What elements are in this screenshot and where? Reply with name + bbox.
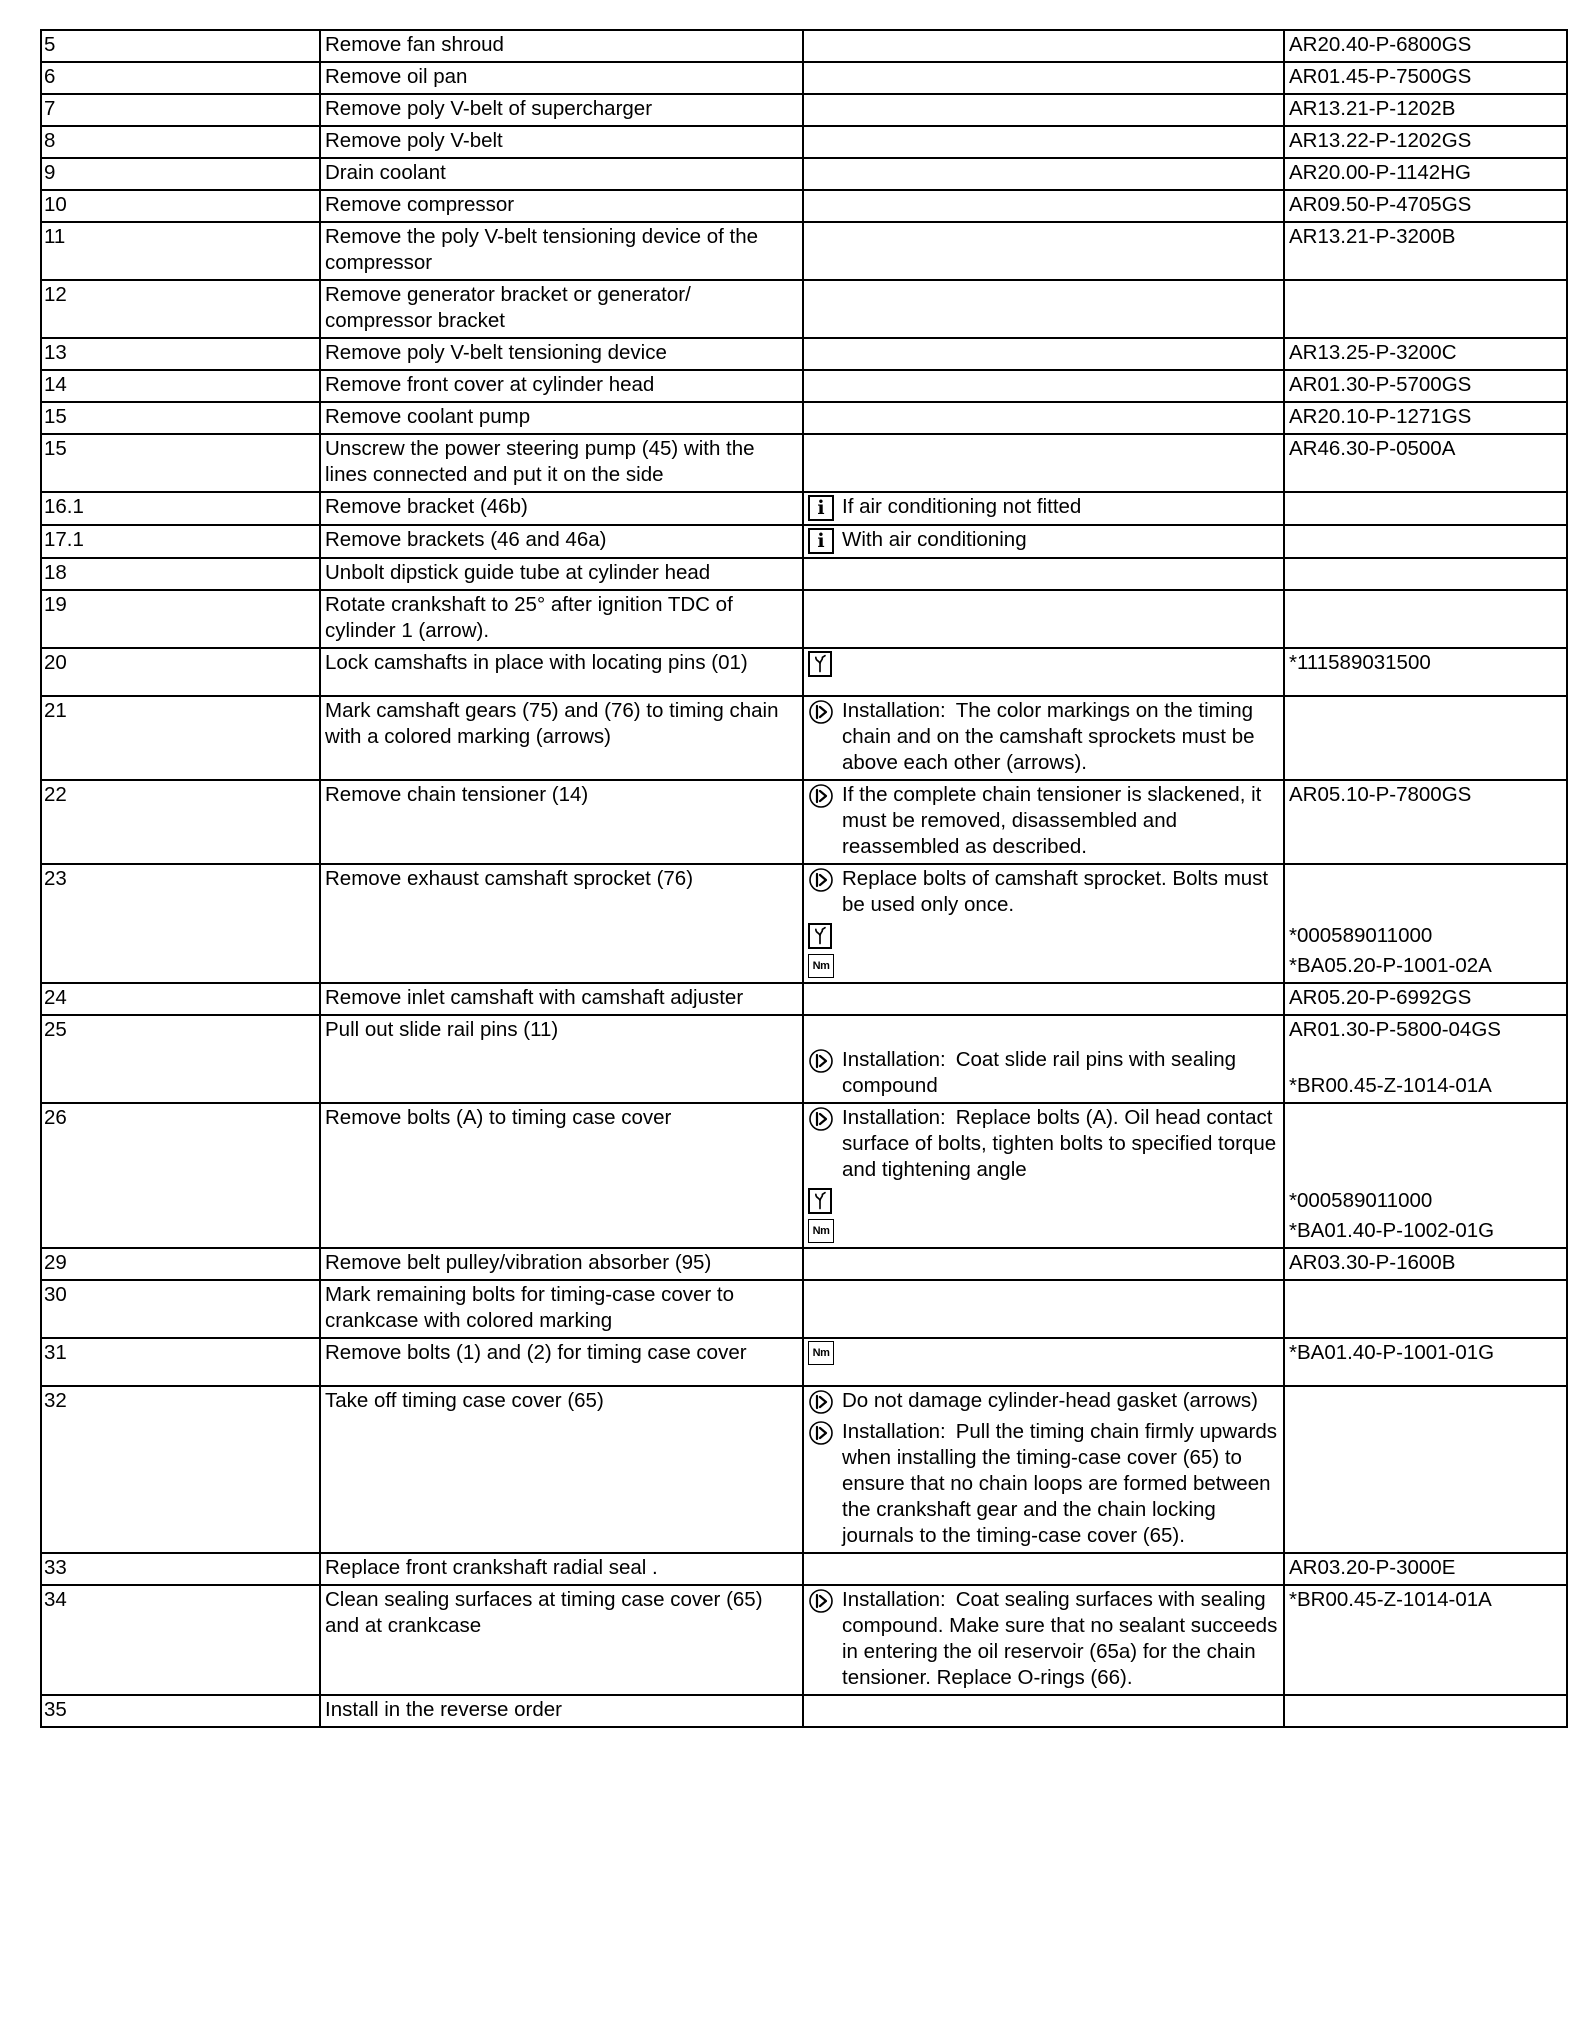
- notes-cell: [803, 558, 1284, 590]
- notes-cell: [803, 983, 1284, 1015]
- reference-cell: [1284, 126, 1567, 158]
- step-number-cell: [41, 1103, 320, 1248]
- reference-cell: [1284, 1695, 1567, 1727]
- step-number-cell: [41, 492, 320, 525]
- torque-icon: Nm: [808, 954, 834, 978]
- action-cell: [320, 280, 803, 338]
- table-row: [41, 1338, 1567, 1386]
- action-text: Clean sealing surfaces at timing case cover (65) and at crankcase: [325, 1588, 763, 1637]
- step-number-cell: [41, 402, 320, 434]
- reference-cell: [1284, 1015, 1567, 1103]
- note-text: [842, 1419, 1278, 1549]
- action-cell: [320, 1386, 803, 1553]
- action-text: Unbolt dipstick guide tube at cylinder head: [325, 561, 711, 584]
- reference-link[interactable]: AR05.10-P-7800GS: [1289, 783, 1472, 806]
- note-text: [842, 1105, 1278, 1183]
- note-text: [842, 1388, 1258, 1414]
- step-number-cell: [41, 190, 320, 222]
- note-text: [842, 782, 1278, 860]
- reference-cell: [1284, 434, 1567, 492]
- table-row: [41, 62, 1567, 94]
- action-cell: [320, 492, 803, 525]
- notes-cell: [803, 648, 1284, 696]
- step-number-cell: [41, 1015, 320, 1103]
- action-cell: [320, 525, 803, 558]
- table-row: [41, 1585, 1567, 1695]
- reference-cell: [1284, 402, 1567, 434]
- step-number: 31: [44, 1341, 67, 1364]
- note-line: [808, 1047, 1278, 1099]
- note-body: If air conditioning not fitted: [842, 495, 1082, 518]
- step-number: 16.1: [44, 495, 84, 518]
- action-text: Drain coolant: [325, 161, 446, 184]
- reference-link[interactable]: AR13.22-P-1202GS: [1289, 129, 1472, 152]
- note-line: [808, 1340, 1278, 1366]
- step-number-cell: [41, 1248, 320, 1280]
- action-text: Unscrew the power steering pump (45) with the lines connected and put it on the side: [325, 437, 755, 486]
- reference-cell: [1284, 222, 1567, 280]
- step-number: 8: [44, 129, 56, 152]
- reference-link[interactable]: AR01.30-P-5700GS: [1289, 373, 1472, 396]
- action-cell: [320, 590, 803, 648]
- action-cell: [320, 222, 803, 280]
- action-text: Remove generator bracket or generator/ compressor bracket: [325, 283, 691, 332]
- notes-cell: [803, 864, 1284, 983]
- action-cell: [320, 370, 803, 402]
- action-cell: [320, 62, 803, 94]
- notes-cell: [803, 1103, 1284, 1248]
- reference-link: [1289, 866, 1561, 918]
- note-icon: [808, 1420, 834, 1446]
- notes-cell: [803, 126, 1284, 158]
- step-number: 33: [44, 1556, 67, 1579]
- reference-link[interactable]: *111589031500: [1289, 651, 1431, 674]
- table-row: [41, 696, 1567, 780]
- notes-cell: [803, 402, 1284, 434]
- note-text: [842, 527, 1027, 553]
- action-cell: [320, 864, 803, 983]
- action-cell: [320, 94, 803, 126]
- note-label: Installation:: [842, 1048, 946, 1071]
- note-line: [808, 922, 1278, 949]
- notes-cell: [803, 590, 1284, 648]
- notes-cell: [803, 158, 1284, 190]
- reference-cell: [1284, 30, 1567, 62]
- step-number-cell: [41, 696, 320, 780]
- step-number: 32: [44, 1389, 67, 1412]
- reference-cell: [1284, 1280, 1567, 1338]
- table-row: [41, 1280, 1567, 1338]
- step-number: 26: [44, 1106, 67, 1129]
- notes-cell: [803, 222, 1284, 280]
- reference-link[interactable]: AR03.20-P-3000E: [1289, 1556, 1456, 1579]
- reference-cell: [1284, 1248, 1567, 1280]
- step-number-cell: [41, 370, 320, 402]
- table-row: [41, 558, 1567, 590]
- note-icon: [808, 783, 834, 809]
- action-text: Mark remaining bolts for timing-case cover to crankcase with colored marking: [325, 1283, 735, 1332]
- reference-link[interactable]: AR13.25-P-3200C: [1289, 341, 1457, 364]
- step-number-cell: [41, 590, 320, 648]
- reference-cell: [1284, 1553, 1567, 1585]
- action-cell: [320, 1103, 803, 1248]
- reference-link[interactable]: AR01.30-P-5800-04GS: [1289, 1018, 1501, 1041]
- note-line: [808, 782, 1278, 860]
- procedure-table-body: [41, 30, 1567, 1727]
- table-row: [41, 126, 1567, 158]
- note-line: [808, 1105, 1278, 1183]
- reference-cell: [1284, 370, 1567, 402]
- note-icon: [808, 699, 834, 725]
- action-text: Replace front crankshaft radial seal .: [325, 1556, 658, 1579]
- action-cell: [320, 30, 803, 62]
- action-text: Rotate crankshaft to 25° after ignition TDC of cylinder 1 (arrow).: [325, 593, 733, 642]
- action-cell: [320, 126, 803, 158]
- action-text: Remove poly V-belt tensioning device: [325, 341, 667, 364]
- reference-link[interactable]: *000589011000: [1289, 1189, 1433, 1212]
- action-text: Remove fan shroud: [325, 33, 504, 56]
- step-number-cell: [41, 126, 320, 158]
- table-row: [41, 94, 1567, 126]
- action-text: Remove brackets (46 and 46a): [325, 528, 607, 551]
- note-line: [808, 1419, 1278, 1549]
- table-row: [41, 648, 1567, 696]
- reference-cell: [1284, 158, 1567, 190]
- reference-link[interactable]: *BA01.40-P-1001-01G: [1289, 1341, 1495, 1364]
- action-cell: [320, 434, 803, 492]
- reference-link[interactable]: AR20.00-P-1142HG: [1289, 161, 1471, 184]
- step-number-cell: [41, 1386, 320, 1553]
- step-number-cell: [41, 1585, 320, 1695]
- table-row: [41, 434, 1567, 492]
- note-line: [808, 866, 1278, 918]
- reference-link[interactable]: AR01.45-P-7500GS: [1289, 65, 1472, 88]
- step-number: 23: [44, 867, 67, 890]
- action-cell: [320, 1585, 803, 1695]
- notes-cell: [803, 338, 1284, 370]
- reference-cell: [1284, 864, 1567, 983]
- action-cell: [320, 1280, 803, 1338]
- action-text: Take off timing case cover (65): [325, 1389, 604, 1412]
- action-cell: [320, 780, 803, 864]
- step-number-cell: [41, 558, 320, 590]
- info-icon: i: [808, 528, 834, 554]
- reference-cell: [1284, 1103, 1567, 1248]
- step-number-cell: [41, 338, 320, 370]
- reference-cell: [1284, 62, 1567, 94]
- action-cell: [320, 558, 803, 590]
- action-text: Remove the poly V-belt tensioning device of the compressor: [325, 225, 759, 274]
- action-cell: [320, 1015, 803, 1103]
- table-row: [41, 280, 1567, 338]
- action-cell: [320, 402, 803, 434]
- action-text: Install in the reverse order: [325, 1698, 563, 1721]
- note-line: [808, 650, 1278, 677]
- notes-cell: [803, 190, 1284, 222]
- table-row: [41, 370, 1567, 402]
- step-number-cell: [41, 158, 320, 190]
- notes-cell: [803, 1015, 1284, 1103]
- reference-cell: [1284, 338, 1567, 370]
- table-row: [41, 1015, 1567, 1103]
- reference-link[interactable]: AR20.40-P-6800GS: [1289, 33, 1472, 56]
- note-line: [808, 1187, 1278, 1214]
- step-number: 30: [44, 1283, 67, 1306]
- step-number-cell: [41, 780, 320, 864]
- notes-cell: [803, 525, 1284, 558]
- notes-cell: [803, 62, 1284, 94]
- note-line: [808, 698, 1278, 776]
- note-body: With air conditioning: [842, 528, 1027, 551]
- action-cell: [320, 648, 803, 696]
- notes-cell: [803, 1695, 1284, 1727]
- reference-link[interactable]: AR03.30-P-1600B: [1289, 1251, 1456, 1274]
- reference-link[interactable]: *BR00.45-Z-1014-01A: [1289, 1074, 1492, 1097]
- special-tool-icon: [808, 651, 832, 677]
- action-text: Remove poly V-belt of supercharger: [325, 97, 653, 120]
- note-text: [842, 1587, 1278, 1691]
- action-cell: [320, 1248, 803, 1280]
- step-number: 19: [44, 593, 67, 616]
- reference-cell: [1284, 1585, 1567, 1695]
- table-row: [41, 222, 1567, 280]
- step-number: 34: [44, 1588, 67, 1611]
- step-number-cell: [41, 1280, 320, 1338]
- step-number-cell: [41, 864, 320, 983]
- note-body: Pull the timing chain firmly upwards when installing the timing-case cover (65) to ensure that no chain loops are formed between the crankshaft gear and the chain locking journals to the timing-case cover (65).: [842, 1420, 1277, 1547]
- note-body: Coat slide rail pins with sealing compound: [842, 1048, 1237, 1097]
- torque-icon: Nm: [808, 1341, 834, 1365]
- note-label: Installation:: [842, 699, 946, 722]
- step-number: 35: [44, 1698, 67, 1721]
- table-row: [41, 402, 1567, 434]
- action-text: Remove oil pan: [325, 65, 468, 88]
- step-number: 20: [44, 651, 67, 674]
- step-number-cell: [41, 1338, 320, 1386]
- note-icon: [808, 867, 834, 893]
- reference-cell: [1284, 780, 1567, 864]
- step-number-cell: [41, 648, 320, 696]
- note-body: Coat sealing surfaces with sealing compound. Make sure that no sealant succeeds in entering the oil reservoir (65a) for the chain tensioner. Replace O-rings (66).: [842, 1588, 1278, 1689]
- action-text: Mark camshaft gears (75) and (76) to timing chain with a colored marking (arrows): [325, 699, 779, 748]
- step-number-cell: [41, 30, 320, 62]
- table-row: [41, 30, 1567, 62]
- action-cell: [320, 190, 803, 222]
- notes-cell: [803, 434, 1284, 492]
- note-line: [808, 1388, 1278, 1415]
- step-number-cell: [41, 1553, 320, 1585]
- action-cell: [320, 1338, 803, 1386]
- step-number: 12: [44, 283, 67, 306]
- reference-link[interactable]: AR46.30-P-0500A: [1289, 437, 1456, 460]
- reference-link: [1289, 1105, 1561, 1183]
- notes-cell: [803, 492, 1284, 525]
- reference-link[interactable]: *000589011000: [1289, 924, 1433, 947]
- action-text: Remove belt pulley/vibration absorber (95): [325, 1251, 712, 1274]
- note-text: [842, 494, 1081, 520]
- action-text: Remove exhaust camshaft sprocket (76): [325, 867, 694, 890]
- step-number: 29: [44, 1251, 67, 1274]
- reference-cell: [1284, 190, 1567, 222]
- reference-cell: [1284, 1386, 1567, 1553]
- action-text: Remove bolts (1) and (2) for timing case cover: [325, 1341, 747, 1364]
- table-row: [41, 492, 1567, 525]
- table-row: [41, 1695, 1567, 1727]
- step-number: 25: [44, 1018, 67, 1041]
- reference-cell: [1284, 1338, 1567, 1386]
- reference-link[interactable]: *BR00.45-Z-1014-01A: [1289, 1588, 1492, 1611]
- action-text: Remove inlet camshaft with camshaft adjuster: [325, 986, 744, 1009]
- note-body: Replace bolts (A). Oil head contact surface of bolts, tighten bolts to specified torque and tightening angle: [842, 1106, 1277, 1181]
- note-body: The color markings on the timing chain and on the camshaft sprockets must be above each other (arrows).: [842, 699, 1255, 774]
- notes-cell: [803, 1553, 1284, 1585]
- special-tool-icon: [808, 923, 832, 949]
- procedure-table-container: [40, 29, 1568, 1728]
- note-label: Installation:: [842, 1588, 946, 1611]
- table-row: [41, 1386, 1567, 1553]
- step-number-cell: [41, 62, 320, 94]
- table-row: [41, 590, 1567, 648]
- notes-cell: [803, 780, 1284, 864]
- table-row: [41, 338, 1567, 370]
- torque-icon: Nm: [808, 1219, 834, 1243]
- reference-link[interactable]: AR13.21-P-3200B: [1289, 225, 1456, 248]
- notes-cell: [803, 1585, 1284, 1695]
- step-number: 24: [44, 986, 67, 1009]
- action-cell: [320, 983, 803, 1015]
- notes-cell: [803, 1248, 1284, 1280]
- action-text: Remove coolant pump: [325, 405, 531, 428]
- notes-cell: [803, 30, 1284, 62]
- note-body: Do not damage cylinder-head gasket (arrows): [842, 1389, 1258, 1412]
- action-cell: [320, 1695, 803, 1727]
- table-row: [41, 780, 1567, 864]
- reference-cell: [1284, 590, 1567, 648]
- reference-link[interactable]: *BA05.20-P-1001-02A: [1289, 954, 1492, 977]
- step-number-cell: [41, 983, 320, 1015]
- special-tool-icon: [808, 1188, 832, 1214]
- procedure-table: [40, 29, 1568, 1728]
- note-icon: [808, 1389, 834, 1415]
- step-number: 15: [44, 405, 67, 428]
- note-line: [808, 1218, 1278, 1244]
- step-number: 18: [44, 561, 67, 584]
- reference-link[interactable]: AR09.50-P-4705GS: [1289, 193, 1472, 216]
- action-text: Pull out slide rail pins (11): [325, 1018, 559, 1041]
- reference-cell: [1284, 696, 1567, 780]
- notes-cell: [803, 280, 1284, 338]
- step-number: 22: [44, 783, 67, 806]
- step-number: 5: [44, 33, 56, 56]
- table-row: [41, 1248, 1567, 1280]
- notes-cell: [803, 370, 1284, 402]
- table-row: [41, 190, 1567, 222]
- notes-cell: [803, 1386, 1284, 1553]
- note-text: [842, 698, 1278, 776]
- note-label: Installation:: [842, 1106, 946, 1129]
- step-number: 6: [44, 65, 56, 88]
- step-number: 17.1: [44, 528, 84, 551]
- step-number-cell: [41, 222, 320, 280]
- action-text: Remove compressor: [325, 193, 515, 216]
- note-label: Installation:: [842, 1420, 946, 1443]
- note-icon: [808, 1106, 834, 1132]
- reference-link[interactable]: *BA01.40-P-1002-01G: [1289, 1219, 1495, 1242]
- note-text: [842, 866, 1278, 918]
- note-line: [808, 953, 1278, 979]
- action-cell: [320, 158, 803, 190]
- notes-cell: [803, 696, 1284, 780]
- action-text: Remove poly V-belt: [325, 129, 503, 152]
- reference-cell: [1284, 94, 1567, 126]
- table-row: [41, 864, 1567, 983]
- action-cell: [320, 338, 803, 370]
- reference-cell: [1284, 983, 1567, 1015]
- reference-link[interactable]: AR20.10-P-1271GS: [1289, 405, 1472, 428]
- step-number: 7: [44, 97, 56, 120]
- step-number: 13: [44, 341, 67, 364]
- action-text: Lock camshafts in place with locating pins (01): [325, 651, 748, 674]
- action-text: Remove chain tensioner (14): [325, 783, 589, 806]
- reference-cell: [1284, 558, 1567, 590]
- reference-link[interactable]: AR05.20-P-6992GS: [1289, 986, 1472, 1009]
- step-number: 15: [44, 437, 67, 460]
- action-text: Remove front cover at cylinder head: [325, 373, 655, 396]
- reference-link[interactable]: AR13.21-P-1202B: [1289, 97, 1456, 120]
- action-cell: [320, 696, 803, 780]
- table-row: [41, 983, 1567, 1015]
- table-row: [41, 525, 1567, 558]
- action-text: Remove bolts (A) to timing case cover: [325, 1106, 672, 1129]
- note-line: [808, 1587, 1278, 1691]
- notes-cell: [803, 1280, 1284, 1338]
- table-row: [41, 1553, 1567, 1585]
- step-number: 14: [44, 373, 67, 396]
- info-icon: i: [808, 495, 834, 521]
- step-number-cell: [41, 434, 320, 492]
- step-number-cell: [41, 1695, 320, 1727]
- notes-cell: [803, 1338, 1284, 1386]
- reference-cell: [1284, 525, 1567, 558]
- action-cell: [320, 1553, 803, 1585]
- table-row: [41, 158, 1567, 190]
- step-number: 9: [44, 161, 56, 184]
- notes-cell: [803, 94, 1284, 126]
- note-line: [808, 1017, 1278, 1043]
- note-icon: [808, 1048, 834, 1074]
- reference-cell: [1284, 280, 1567, 338]
- reference-cell: [1284, 648, 1567, 696]
- table-row: [41, 1103, 1567, 1248]
- note-line: [808, 494, 1278, 521]
- step-number: 10: [44, 193, 67, 216]
- action-text: Remove bracket (46b): [325, 495, 528, 518]
- step-number: 21: [44, 699, 67, 722]
- note-icon: [808, 1588, 834, 1614]
- step-number-cell: [41, 280, 320, 338]
- note-line: [808, 527, 1278, 554]
- note-body: Replace bolts of camshaft sprocket. Bolts must be used only once.: [842, 867, 1269, 916]
- note-text: [842, 1047, 1278, 1099]
- step-number-cell: [41, 94, 320, 126]
- reference-cell: [1284, 492, 1567, 525]
- step-number: 11: [44, 225, 66, 248]
- note-body: If the complete chain tensioner is slackened, it must be removed, disassembled and reassembled as described.: [842, 783, 1262, 858]
- step-number-cell: [41, 525, 320, 558]
